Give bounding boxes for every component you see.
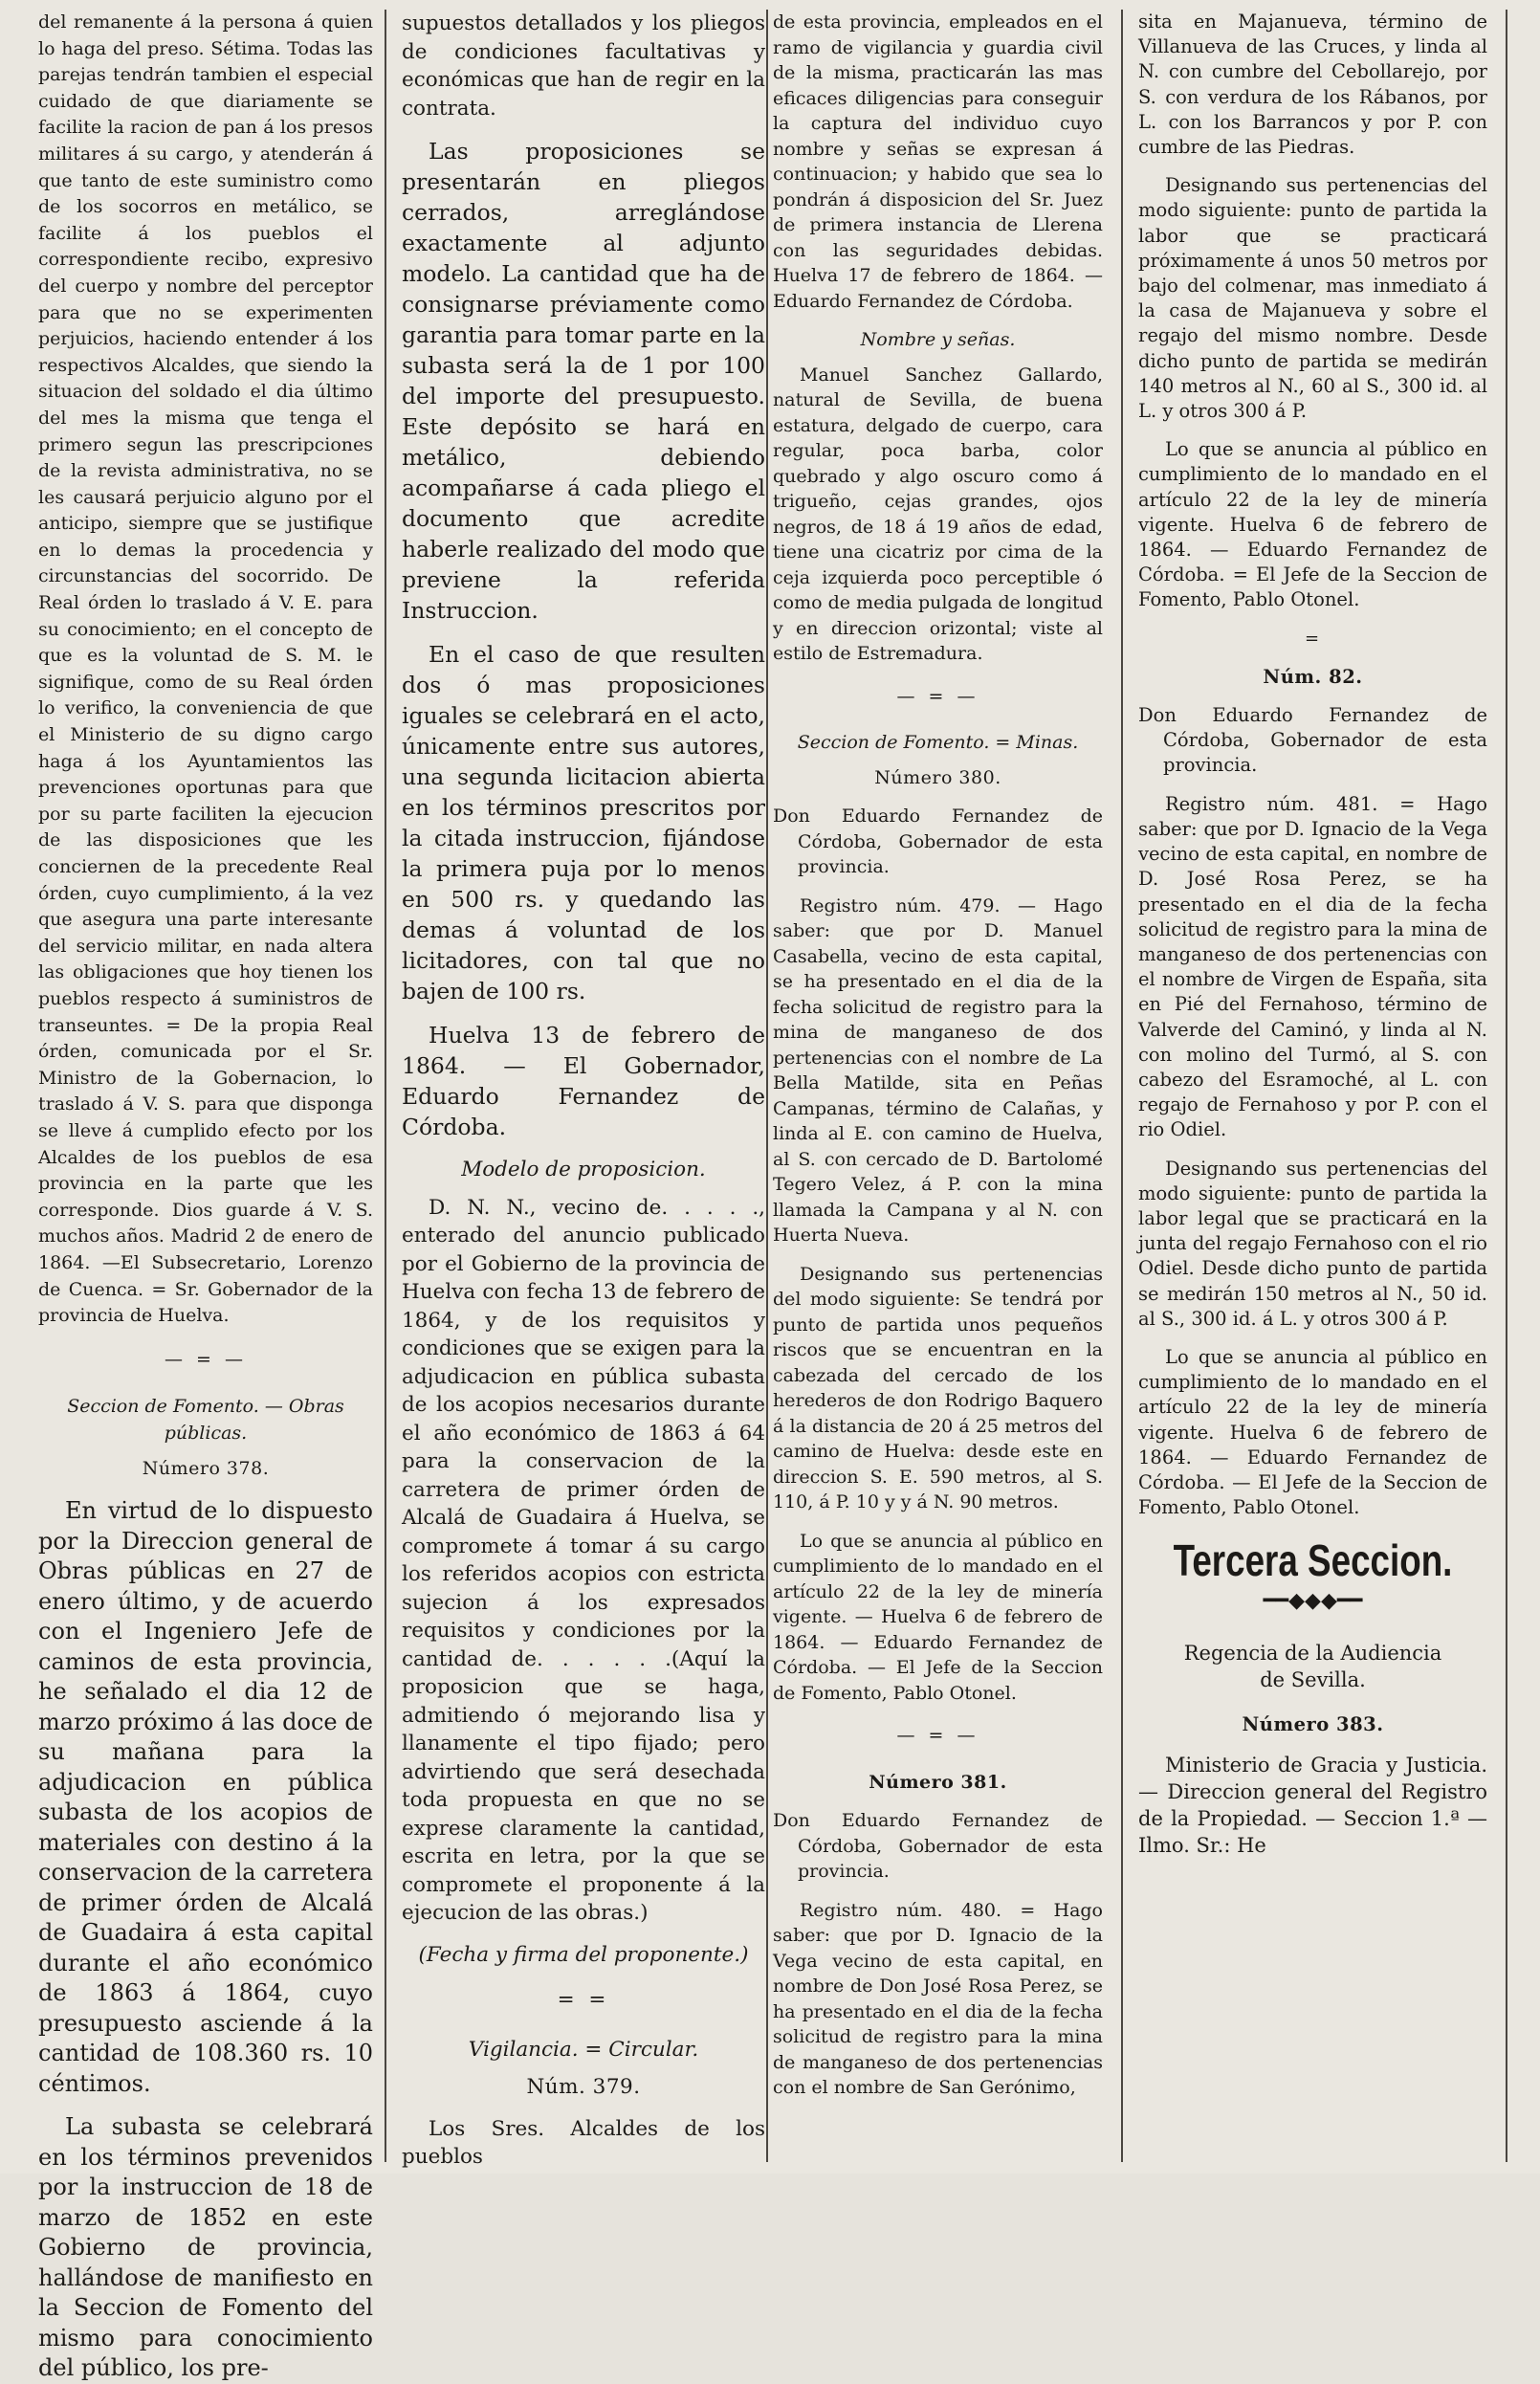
notice-number: Número 381. (869, 1771, 1007, 1793)
paragraph: Las proposiciones se presentarán en pliegos cerrados, arreglándose exactamente al adjunto modelo. La cantidad que ha de consignarse préviamente como garantia para tomar parte en la subasta será la de 1 por 100 del importe del presupuesto. Este depósito se hará en metálico, debiendo acompañarse á cada pliego el documento que acredite haberle realizado del modo que previene la referida Instruccion. (402, 138, 765, 624)
column-3 (773, 10, 1103, 2162)
paragraph: La subasta se celebrará en los términos prevenidos por la instruccion de 18 de marzo de 1852 en este Gobierno de provincia, hallándose de manifiesto en la Seccion de Fomento del mismo para conocimiento del público, los pre- (38, 2113, 373, 2382)
authority-line: Don Eduardo Fernandez de Córdoba, Gobernador de esta provincia. (773, 1810, 1103, 1882)
column-rule (766, 10, 768, 2162)
paragraph: Lo que se anuncia al público en cumplimiento de lo mandado en el artículo 22 de la ley de minería vigente. Huelva 6 de febrero de 1864. — Eduardo Fernandez de Córdoba. — El Jefe de la Seccion de Fomento, Pablo Otonel. (1138, 1345, 1487, 1519)
paragraph: Registro núm. 481. = Hago saber: que por D. Ignacio de la Vega vecino de esta capital, en nombre de D. José Rosa Perez, se ha presentado en el dia de la fecha solicitud de registro para la mina de manganeso de dos pertenencias con el nombre de Virgen de España, sita en Pié del Fernahoso, término de Valverde del Caminó, y linda al N. con molino del Turmó, al S. con cabezo del Esramoché, al L. con regajo de Fernahoso y por P. con el rio Odiel. (1138, 792, 1487, 1141)
notice-number: Número 380. (874, 766, 1001, 788)
paragraph: sita en Majanueva, término de Villanueva de las Cruces, y linda al N. con cumbre del Cebollarejo, por S. con verdura de los Rábanos, por L. con los Barrancos y por P. con cumbre de las Piedras. (1138, 11, 1487, 159)
section-heading: Nombre y señas. (860, 329, 1016, 350)
section-title: Tercera Seccion. (1173, 1535, 1453, 1586)
separator: — = — (896, 685, 979, 707)
section-heading: Vigilancia. = Circular. (468, 2037, 699, 2062)
column-2 (402, 10, 765, 2169)
separator: = (1304, 628, 1322, 649)
ornament-divider: ━━◆◆◆━━ (1263, 1589, 1363, 1614)
section-heading: Seccion de Fomento. = Minas. (797, 732, 1079, 753)
notice-number: Número 383. (1242, 1713, 1384, 1736)
separator: — = — (896, 1725, 979, 1746)
paragraph: Registro núm. 479. — Hago saber: que por D. Manuel Casabella, vecino de esta capital, se ha presentado en el dia de la fecha solicitud de registro para la mina de manganeso de dos pertenencias con el nombre de La Bella Matilde, sita en Peñas Campanas, término de Calañas, y linda al E. con camino de Huelva, al S. con cercado de D. Bartolomé Tegero Velez, á P. con la mina llamada la Campana y al N. con Huerta Nueva. (773, 894, 1103, 1246)
authority-line: Don Eduardo Fernandez de Córdoba, Gobernador de esta provincia. (1138, 704, 1487, 777)
paragraph: Designando sus pertenencias del modo siguiente: punto de partida la labor legal que se practicará en la junta del regajo Fernahoso con el rio Odiel. Desde dicho punto de partida se medirán 150 metros al N., 50 id. al S., 300 id. á L. y otros 300 á P. (1138, 1157, 1487, 1330)
paragraph: Ministerio de Gracia y Justicia. — Direccion general del Registro de la Propiedad. — Seccion 1.ª — Ilmo. Sr.: He (1138, 1753, 1487, 1857)
paragraph: Designando sus pertenencias del modo siguiente: punto de partida la labor que se practicará próximamente á unos 50 metros por bajo del colmenar, mas inmediato á la casa de Majanueva y sobre el regajo del mismo nombre. Desde dicho punto de partida se medirán 140 metros al N., 60 al S., 300 id. al L. y otros 300 á P. (1138, 174, 1487, 423)
court-heading: de Sevilla. (1260, 1668, 1366, 1692)
notice-number: Número 378. (142, 1458, 270, 1480)
separator: — = — (165, 1348, 247, 1370)
authority-line: Don Eduardo Fernandez de Córdoba, Gobernador de esta provincia. (773, 806, 1103, 877)
column-4 (1138, 10, 1487, 2162)
separator: = = (557, 1988, 610, 2012)
notice-number: Núm. 82. (1263, 665, 1363, 688)
column-rule (385, 10, 386, 2162)
paragraph: Lo que se anuncia al público en cumplimiento de lo mandado en el artículo 22 de la ley de minería vigente. — Huelva 6 de febrero de 1864. — Eduardo Fernandez de Córdoba. — El Jefe de la Seccion de Fomento, Pablo Otonel. (773, 1530, 1103, 1704)
paragraph: D. N. N., vecino de. . . . ., enterado del anuncio publicado por el Gobierno de la provincia de Huelva con fecha 13 de febrero de 1864, y de los requisitos y condiciones que se exigen para la adjudicacion en pública subasta de los acopios necesarios durante el año económico de 1863 á 64 para la conservacion de la carretera de primer órden de Alcalá de Guadaira á Huelva, se compromete á tomar á su cargo los referidos acopios con estricta sujecion á los expresados requisitos y condiciones por la cantidad de. . . . . .(Aquí la proposicion que se haga, admitiendo ó mejorando lisa y llanamente el tipo fijado; pero advirtiendo que será desechada toda propuesta en que no se exprese claramente la cantidad, escrita en letra, por la que se compromete el proponente á la ejecucion de las obras.) (402, 1195, 765, 1925)
paragraph: Registro núm. 480. = Hago saber: que por D. Ignacio de la Vega vecino de esta capital, en nombre de Don José Rosa Perez, se ha presentado en el dia de la fecha solicitud de registro para la mina de manganeso de dos pertenencias con el nombre de San Gerónimo, (773, 1899, 1103, 2098)
section-heading: Modelo de proposicion. (461, 1158, 706, 1181)
paragraph: de esta provincia, empleados en el ramo de vigilancia y guardia civil de la misma, practicarán las mas eficaces diligencias para conseguir la captura del individuo cuyo nombre y señas se expresan á continuacion; y habido que sea lo pondrán á disposicion del Sr. Juez de primera instancia de Llerena con las seguridades debidas. Huelva 17 de febrero de 1864. — Eduardo Fernandez de Córdoba. (773, 11, 1103, 312)
paragraph: Manuel Sanchez Gallardo, natural de Sevilla, de buena estatura, delgado de cuerpo, cara regular, poca barba, color quebrado y algo oscuro como á trigueño, cejas grandes, ojos negros, de 18 á 19 años de edad, tiene una cicatriz por cima de la ceja izquierda poco perceptible ó como de media pulgada de longitud y en direccion orizontal; viste al estilo de Estremadura. (773, 364, 1103, 664)
column-1 (38, 10, 373, 2382)
section-heading: Seccion de Fomento. — Obras públicas. (67, 1396, 344, 1444)
signature-line: (Fecha y firma del proponente.) (418, 1942, 749, 1967)
paragraph: Lo que se anuncia al público en cumplimiento de lo mandado en el artículo 22 de la ley de minería vigente. Huelva 6 de febrero de 1864. — Eduardo Fernandez de Córdoba. = El Jefe de la Seccion de Fomento, Pablo Otonel. (1138, 438, 1487, 611)
paragraph: supuestos detallados y los pliegos de condiciones facultativas y económicas que han de regir en la contrata. (402, 11, 765, 121)
paragraph: Los Sres. Alcaldes de los pueblos (402, 2116, 765, 2169)
column-rule (1121, 10, 1123, 2162)
column-rule (1506, 10, 1507, 2162)
paragraph: Designando sus pertenencias del modo siguiente: Se tendrá por punto de partida unos pequeños riscos que se encuentran en la cabezada del cercado de los herederos de don Rodrigo Baquero á la distancia de 20 á 25 metros del camino de Huelva: desde este en direccion S. E. 590 metros, al S. 110, á P. 10 y y á N. 90 metros. (773, 1263, 1103, 1512)
paragraph: Huelva 13 de febrero de 1864. — El Gobernador, Eduardo Fernandez de Córdoba. (402, 1022, 765, 1140)
court-heading: Regencia de la Audiencia (1183, 1642, 1442, 1666)
paragraph: En virtud de lo dispuesto por la Direccion general de Obras públicas en 27 de enero último, y de acuerdo con el Ingeniero Jefe de caminos de esta provincia, he señalado el dia 12 de marzo próximo á las doce de su mañana para la adjudicacion en pública subasta de los acopios de materiales con destino á la conservacion de la carretera de primer órden de Alcalá de Guadaira á esta capital durante el año económico de 1863 á 1864, cuyo presupuesto asciende á la cantidad de 108.360 rs. 10 céntimos. (38, 1497, 373, 2097)
notice-number: Núm. 379. (526, 2075, 641, 2099)
paragraph: del remanente á la persona á quien lo haga del preso. Sétima. Todas las parejas tendrán tambien el especial cuidado de que diariamente se facilite la racion de pan á los presos militares á su cargo, y atenderán á que tanto de este suministro como de los socorros en metálico, se facilite á los pueblos el correspondiente recibo, expresivo del cuerpo y nombre del perceptor para que no se experimenten perjuicios, haciendo entender á los respectivos Alcaldes, que siendo la situacion del soldado el dia último del mes la misma que tenga el primero segun las prescripciones de la revista administrativa, no se les causará perjuicio alguno por el anticipo, siempre que se justifique en lo demas la procedencia y circunstancias del socorrido. De Real órden lo traslado á V. E. para su conocimiento; en el concepto de que es la voluntad de S. M. le signifique, como de su Real órden lo verifico, la conveniencia de que el Ministerio de su digno cargo haga á los Ayuntamientos las prevenciones oportunas para que por su parte faciliten la ejecucion de las disposiciones que les conciernen de la precedente Real órden, cuyo cumplimiento, á la vez que asegura una parte interesante del servicio militar, en nada altera las obligaciones que hoy tienen los pueblos respecto á suministros de transeuntes. = De la propia Real órden, comunicada por el Sr. Ministro de la Gobernacion, lo traslado á V. S. para que disponga se lleve á cumplido efecto por los Alcaldes de los pueblos de esa provincia en la parte que les corresponde. Dios guarde á V. S. muchos años. Madrid 2 de enero de 1864. —El Subsecretario, Lorenzo de Cuenca. = Sr. Gobernador de la provincia de Huelva. (38, 11, 373, 1327)
paragraph: En el caso de que resulten dos ó mas proposiciones iguales se celebrará en el acto, únicamente entre sus autores, una segunda licitacion abierta en los términos prescritos por la citada instruccion, fijándose la primera puja por lo menos en 500 rs. y quedando las demas á voluntad de los licitadores, con tal que no bajen de 100 rs. (402, 641, 765, 1004)
